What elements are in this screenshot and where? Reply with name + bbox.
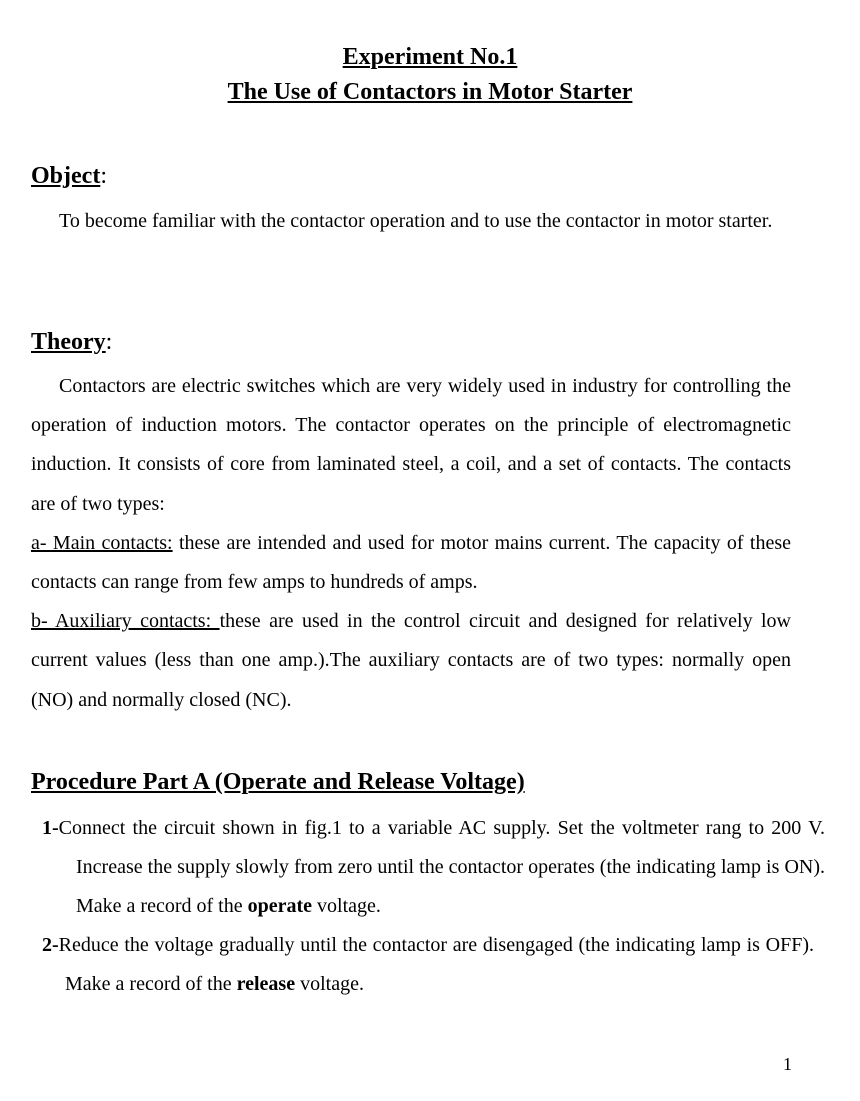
- object-heading: [31, 161, 107, 191]
- aux-contacts-paragraph: [31, 602, 791, 720]
- page-number: 1: [783, 1054, 792, 1074]
- object-heading-label: Object: [31, 163, 101, 189]
- procedure-heading: [31, 767, 525, 797]
- theory-body: [31, 367, 791, 720]
- aux-contacts-text: these are used in the control circuit and designed for relatively low current values (less than one amp.).The auxiliary contacts are of two types: normally open (NO) and normally closed (NC).: [31, 610, 791, 711]
- step-text-end: voltage.: [295, 973, 364, 995]
- procedure-step-1: [42, 809, 825, 926]
- step-keyword: operate: [247, 895, 313, 917]
- main-contacts-label: a- Main contacts:: [31, 531, 173, 554]
- step-keyword: release: [236, 973, 296, 995]
- page-title: The Use of Contactors in Motor Starter: [227, 79, 633, 105]
- step-text: Reduce the voltage gradually until the contactor are disengaged (the indicating lamp is OFF). Make a record of the: [58, 934, 814, 995]
- procedure-step-2: [42, 926, 814, 1004]
- main-contacts-text: these are intended and used for motor mains current. The capacity of these contacts can range from few amps to hundreds of amps.: [31, 531, 791, 594]
- experiment-number: Experiment No.1: [342, 44, 518, 70]
- procedure-heading-label: Procedure Part A (Operate and Release Voltage): [31, 769, 525, 795]
- theory-heading-colon: :: [105, 329, 113, 355]
- step-number: 1-: [42, 817, 59, 839]
- aux-contacts-label: b- Auxiliary contacts:: [31, 610, 220, 633]
- step-text: Connect the circuit shown in fig.1 to a variable AC supply. Set the voltmeter rang to 200 V. Increase the supply slowly from zero until the contactor operates (the indicating lamp is ON). Make a record of the: [58, 817, 825, 917]
- theory-intro: Contactors are electric switches which are very widely used in industry for controlling the operation of induction motors. The contactor operates on the principle of electromagnetic induction. It consists of core from laminated steel, a coil, and a set of contacts. The contacts are of two types:: [31, 375, 791, 515]
- main-contacts-paragraph: [31, 524, 791, 602]
- object-heading-colon: :: [100, 163, 107, 189]
- step-text-end: voltage.: [312, 895, 381, 917]
- theory-heading-label: Theory: [31, 329, 106, 355]
- theory-heading: [31, 327, 112, 357]
- step-number: 2-: [42, 934, 59, 956]
- object-text: To become familiar with the contactor operation and to use the contactor in motor starter.: [59, 210, 773, 232]
